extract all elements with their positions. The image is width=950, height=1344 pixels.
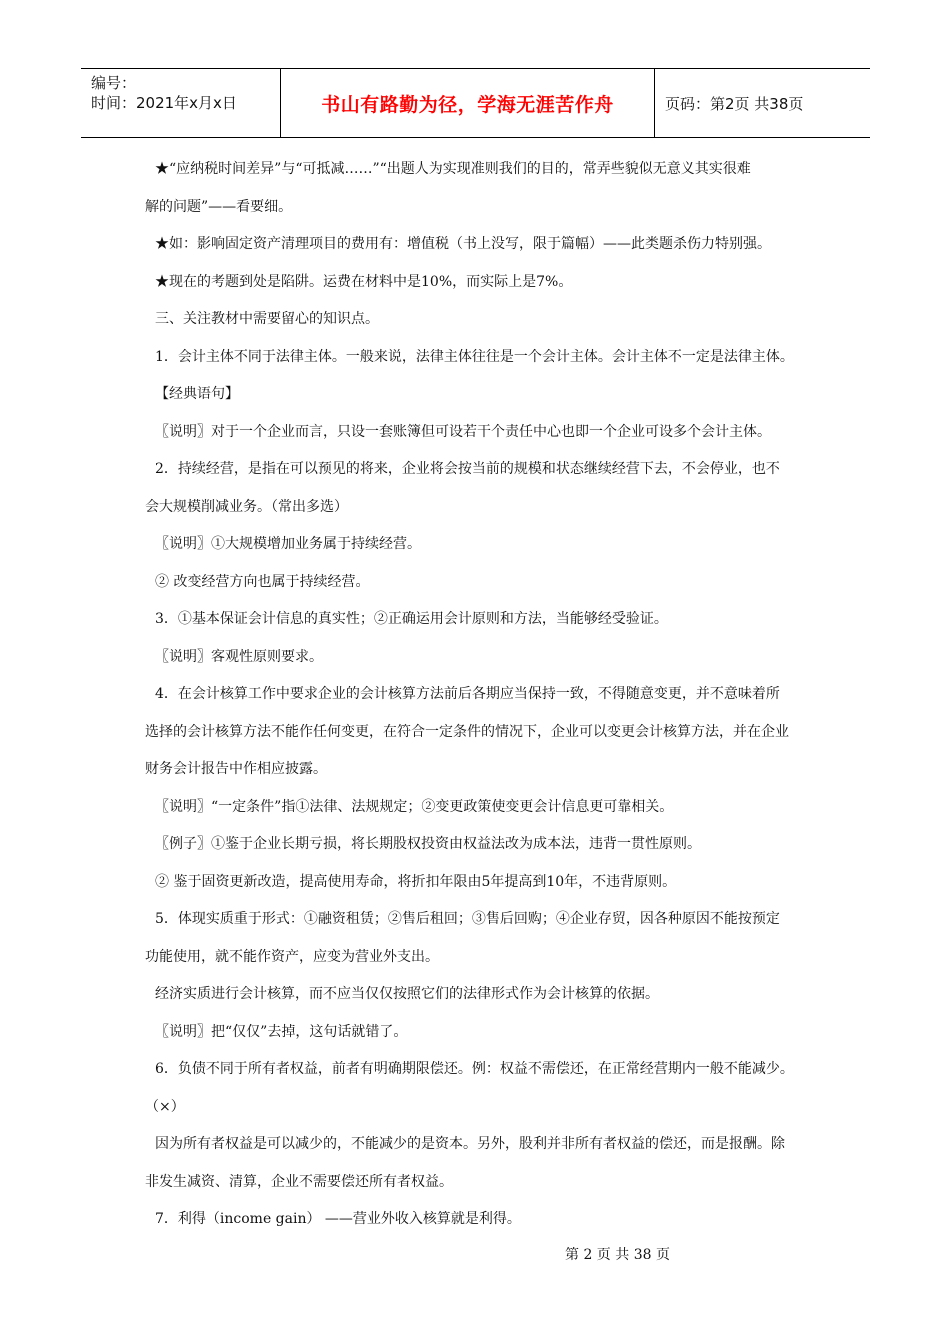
- body-paragraph: 3．①基本保证会计信息的真实性；②正确运用会计原则和方法，当能够经受验证。: [155, 611, 668, 627]
- body-paragraph: 解的问题”——看要细。: [145, 198, 293, 215]
- body-paragraph: 〖说明〗“一定条件”指①法律、法规规定；②变更政策使变更会计信息更可靠相关。: [155, 798, 674, 815]
- document-body: [145, 151, 805, 1239]
- footer-page-number: 第 2 页 共 38 页: [565, 1247, 670, 1263]
- body-paragraph: ② 改变经营方向也属于持续经营。: [155, 573, 370, 590]
- body-paragraph: （×）: [145, 1098, 185, 1115]
- header-page-label: 页码：第2页 共38页: [665, 94, 804, 113]
- page-footer: [0, 1244, 950, 1264]
- header-table: [81, 68, 870, 138]
- body-paragraph: 7．利得（income gain） ——营业外收入核算就是利得。: [155, 1211, 521, 1227]
- header-motto-cell: [281, 69, 655, 137]
- body-paragraph: 【经典语句】: [155, 386, 239, 402]
- body-paragraph: 功能使用，就不能作资产，应变为营业外支出。: [145, 948, 439, 965]
- header-meta-cell: [81, 69, 281, 137]
- body-paragraph: 非发生减资、清算，企业不需要偿还所有者权益。: [145, 1173, 453, 1190]
- body-paragraph: 1．会计主体不同于法律主体。一般来说，法律主体往往是一个会计主体。会计主体不一定是法律主体。: [155, 348, 794, 365]
- body-paragraph: 选择的会计核算方法不能作任何变更，在符合一定条件的情况下，企业可以变更会计核算方法，并在企业: [145, 723, 789, 740]
- body-paragraph: 三、关注教材中需要留心的知识点。: [155, 311, 379, 327]
- body-paragraph: 5．体现实质重于形式：①融资租赁；②售后租回；③售后回购；④企业存贸，因各种原因不能按预定: [155, 911, 780, 927]
- body-paragraph: 〖例子〗①鉴于企业长期亏损，将长期股权投资由权益法改为成本法，违背一贯性原则。: [155, 836, 701, 852]
- document-time-label: 时间：2021年x月x日: [91, 94, 237, 112]
- body-paragraph: 因为所有者权益是可以减少的，不能减少的是资本。另外，股利并非所有者权益的偿还，而是报酬。除: [155, 1136, 785, 1152]
- body-paragraph: ★如：影响固定资产清理项目的费用有：增值税（书上没写，限于篇幅）——此类题杀伤力特别强。: [155, 236, 771, 252]
- body-paragraph: 经济实质进行会计核算，而不应当仅仅按照它们的法律形式作为会计核算的依据。: [155, 986, 659, 1002]
- body-paragraph: 6．负债不同于所有者权益，前者有明确期限偿还。例：权益不需偿还，在正常经营期内一般不能减少。: [155, 1061, 794, 1077]
- document-number-label: 编号：: [91, 74, 137, 92]
- body-paragraph: 4．在会计核算工作中要求企业的会计核算方法前后各期应当保持一致，不得随意变更，并不意味着所: [155, 686, 780, 702]
- body-paragraph: 〖说明〗客观性原则要求。: [155, 648, 323, 665]
- body-paragraph: 2．持续经营，是指在可以预见的将来，企业将会按当前的规模和状态继续经营下去，不会停业，也不: [155, 461, 780, 477]
- header-page-cell: [655, 69, 870, 137]
- body-paragraph: 〖说明〗对于一个企业而言，只设一套账簿但可设若干个责任中心也即一个企业可设多个会计主体。: [155, 423, 771, 440]
- body-paragraph: 会大规模削减业务。（常出多选）: [145, 498, 348, 515]
- body-paragraph: 〖说明〗①大规模增加业务属于持续经营。: [155, 536, 421, 552]
- body-paragraph: ★“应纳税时间差异”与“可抵减……”“出题人为实现准则我们的目的，常弄些貌似无意义其实很难: [155, 161, 751, 177]
- body-paragraph: ★现在的考题到处是陷阱。运费在材料中是10%，而实际上是7%。: [155, 273, 573, 290]
- body-paragraph: ② 鉴于固资更新改造，提高使用寿命，将折扣年限由5年提高到10年，不违背原则。: [155, 873, 677, 890]
- header-motto: 书山有路勤为径，学海无涯苦作舟: [321, 93, 614, 116]
- body-paragraph: 财务会计报告中作相应披露。: [145, 761, 327, 777]
- body-paragraph: 〖说明〗把“仅仅”去掉，这句话就错了。: [155, 1023, 408, 1040]
